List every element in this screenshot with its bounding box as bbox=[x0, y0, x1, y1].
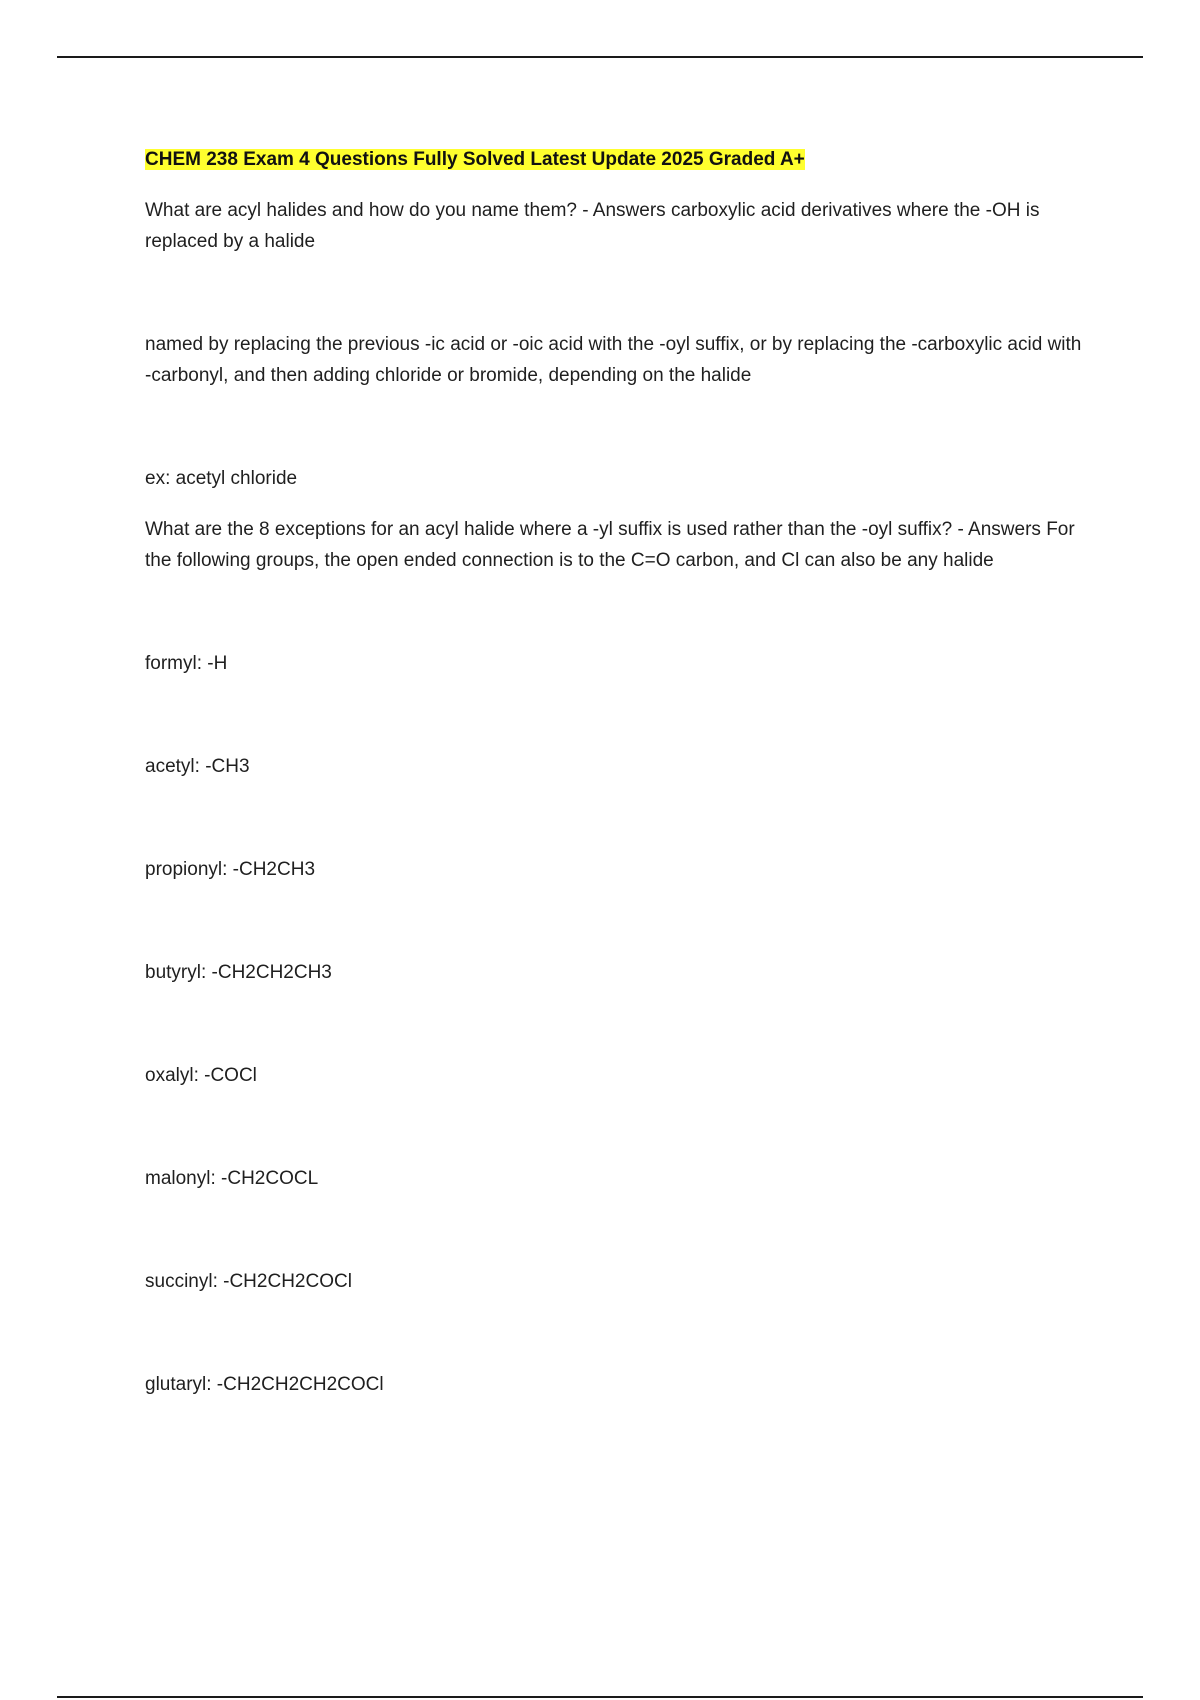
list-item: oxalyl: -COCl bbox=[145, 1065, 257, 1086]
title-line bbox=[145, 144, 1085, 175]
header-rule bbox=[57, 56, 1143, 58]
document-title: CHEM 238 Exam 4 Questions Fully Solved Latest Update 2025 Graded A+ bbox=[145, 149, 805, 170]
list-item: glutaryl: -CH2CH2CH2COCl bbox=[145, 1374, 384, 1395]
list-item: butyryl: -CH2CH2CH3 bbox=[145, 962, 332, 983]
footer-rule bbox=[57, 1696, 1143, 1698]
answer-1-naming: named by replacing the previous -ic acid or -oic acid with the -oyl suffix, or by replacing the -carboxylic acid with -carbonyl, and then adding chloride or bromide, depending on the halide bbox=[145, 334, 1082, 386]
document-body bbox=[145, 144, 1085, 1400]
question-2: What are the 8 exceptions for an acyl halide where a -yl suffix is used rather than the -oyl suffix? - Answers For the following groups, the open ended connection is to the C=O carbon, and Cl can also be any halide bbox=[145, 519, 1075, 571]
list-item: acetyl: -CH3 bbox=[145, 756, 250, 777]
list-item: propionyl: -CH2CH3 bbox=[145, 859, 316, 880]
question-1: What are acyl halides and how do you name them? - Answers carboxylic acid derivatives where the -OH is replaced by a halide bbox=[145, 200, 1040, 252]
answer-1-example: ex: acetyl chloride bbox=[145, 468, 298, 489]
list-item: formyl: -H bbox=[145, 653, 228, 674]
list-item: malonyl: -CH2COCL bbox=[145, 1168, 319, 1189]
list-item: succinyl: -CH2CH2COCl bbox=[145, 1271, 352, 1292]
